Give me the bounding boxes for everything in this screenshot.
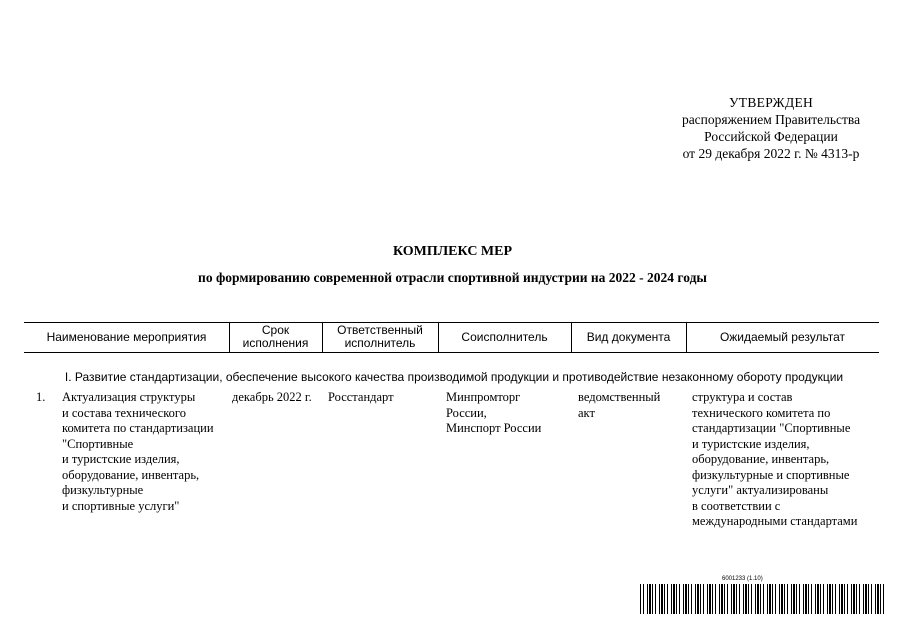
barcode-bar <box>671 584 672 614</box>
barcode-bar <box>652 584 653 614</box>
responsible-cell: Росстандарт <box>328 390 394 404</box>
barcode-bar <box>769 584 771 614</box>
measure-name-cell <box>62 390 214 514</box>
barcode-bar <box>823 584 824 614</box>
measure-name-line: и спортивные услуги" <box>62 498 180 513</box>
barcode-bar <box>647 584 648 614</box>
document-type-line: ведомственный <box>578 390 661 404</box>
expected-result-line: оборудование, инвентарь, <box>692 452 830 466</box>
table-header-bottom-rule <box>24 352 879 353</box>
measure-name-line: и состава технического <box>62 405 186 420</box>
approval-block <box>640 94 902 162</box>
co-executor-line: Минспорт России <box>446 421 542 435</box>
measure-name-line: оборудование, инвентарь, <box>62 467 200 482</box>
barcode-bar <box>745 584 747 614</box>
expected-result-cell <box>692 390 857 530</box>
barcode-bar <box>721 584 723 614</box>
barcode-bar <box>791 584 792 614</box>
barcode-bar <box>664 584 665 614</box>
barcode-bar <box>815 584 816 614</box>
co-executor-line: Минпромторг <box>446 390 521 404</box>
barcode-bar <box>661 584 663 614</box>
barcode-bar <box>877 584 879 614</box>
barcode-bar <box>796 584 797 614</box>
document-type-line: акт <box>578 405 595 420</box>
barcode-bar <box>787 584 788 614</box>
barcode-bar <box>803 584 804 614</box>
barcode-bar <box>868 584 869 614</box>
document-subtitle: по формированию современной отрасли спортивной индустрии на 2022 - 2024 годы <box>198 270 707 285</box>
barcode-bar <box>880 584 881 614</box>
barcode-bar <box>839 584 840 614</box>
barcode-bar <box>853 584 855 614</box>
section-title: I. Развитие стандартизации, обеспечение высокого качества производимой продукции и противодействие незаконному обороту продукции <box>64 370 844 384</box>
barcode-bar <box>691 584 692 614</box>
barcode-bar <box>755 584 756 614</box>
approval-line: распоряжением Правительства <box>681 112 861 127</box>
barcode-bar <box>697 584 699 614</box>
expected-result-line: технического комитета по <box>692 405 831 420</box>
column-header-document-type: Вид документа <box>586 329 671 344</box>
barcode-bar <box>883 584 884 614</box>
barcode-bar <box>859 584 860 614</box>
barcode-bar <box>724 584 725 614</box>
barcode-bar <box>688 584 689 614</box>
barcode-bar <box>707 584 708 614</box>
expected-result-line: и туристские изделия, <box>692 436 810 451</box>
barcode-bar <box>757 584 759 614</box>
barcode-bar <box>736 584 737 614</box>
barcode-bar <box>772 584 773 614</box>
barcode-bar <box>871 584 872 614</box>
barcode-bar <box>655 584 656 614</box>
barcode-bar <box>739 584 740 614</box>
barcode-bar <box>667 584 668 614</box>
barcode-bar <box>781 584 783 614</box>
barcode-bar <box>712 584 713 614</box>
column-header-co-executor: Соисполнитель <box>461 329 548 344</box>
barcode-bar <box>835 584 836 614</box>
barcode-bar <box>784 584 785 614</box>
barcode-bar <box>760 584 761 614</box>
barcode-bar <box>767 584 768 614</box>
approval-line: от 29 декабря 2022 г. № 4313-р <box>682 146 860 161</box>
barcode-bar <box>844 584 845 614</box>
barcode-bar <box>799 584 800 614</box>
expected-result-line: структура и состав <box>692 390 793 404</box>
barcode-bar <box>676 584 677 614</box>
barcode-label: 6001233 (1.10) <box>722 576 763 582</box>
barcode-bar <box>751 584 752 614</box>
barcode-bar <box>851 584 852 614</box>
barcode-bar <box>817 584 819 614</box>
barcode-bar <box>683 584 684 614</box>
approval-line: Российской Федерации <box>704 129 838 144</box>
barcode-bar <box>743 584 744 614</box>
barcode-bar <box>673 584 675 614</box>
measure-name-line: комитета по стандартизации <box>62 421 214 435</box>
approval-heading: УТВЕРЖДЕН <box>728 95 814 110</box>
barcode-bar <box>659 584 660 614</box>
barcode-bar <box>733 584 735 614</box>
barcode-bar <box>779 584 780 614</box>
measure-name-line: "Спортивные <box>62 436 134 451</box>
barcode-bar <box>643 584 644 614</box>
expected-result-line: физкультурные и спортивные <box>692 467 850 482</box>
barcode-bar <box>679 584 680 614</box>
barcode-bar <box>820 584 821 614</box>
barcode-bar <box>847 584 848 614</box>
barcode-bar <box>715 584 716 614</box>
barcode-bar <box>856 584 857 614</box>
barcode-bar <box>811 584 812 614</box>
barcode-bar <box>829 584 831 614</box>
barcode-bar <box>700 584 701 614</box>
barcode-bar <box>841 584 843 614</box>
barcode-image <box>640 584 886 614</box>
barcode-bar <box>763 584 764 614</box>
barcode-bar <box>640 584 641 614</box>
measure-name-line: физкультурные <box>62 483 144 497</box>
document-title: КОМПЛЕКС МЕР <box>392 244 513 259</box>
barcode-bar <box>805 584 807 614</box>
barcode-bar <box>808 584 809 614</box>
expected-result-line: стандартизации "Спортивные <box>692 421 851 435</box>
barcode-bar <box>695 584 696 614</box>
barcode-bar <box>748 584 749 614</box>
barcode-bar <box>875 584 876 614</box>
barcode-bar <box>865 584 867 614</box>
expected-result-line: международными стандартами <box>692 514 858 528</box>
measure-name-line: и туристские изделия, <box>62 452 180 466</box>
expected-result-line: в соответствии с <box>692 498 781 513</box>
co-executor-cell <box>446 390 541 437</box>
barcode-bar <box>793 584 795 614</box>
expected-result-line: услуги" актуализированы <box>692 483 829 497</box>
column-header-expected-result: Ожидаемый результат <box>719 329 846 344</box>
barcode-bar <box>827 584 828 614</box>
barcode-bar <box>863 584 864 614</box>
barcode-bar <box>731 584 732 614</box>
deadline-cell: декабрь 2022 г. <box>232 390 312 404</box>
column-header-name: Наименование мероприятия <box>46 329 207 344</box>
barcode-bar <box>709 584 711 614</box>
barcode-bar <box>719 584 720 614</box>
column-header-deadline: Срок исполнения <box>242 323 309 350</box>
document-type-cell <box>578 390 660 421</box>
barcode-bar <box>775 584 776 614</box>
barcode-bar <box>703 584 704 614</box>
barcode-bar <box>727 584 728 614</box>
barcode-bar <box>685 584 687 614</box>
barcode-bar <box>832 584 833 614</box>
barcode-bar <box>649 584 651 614</box>
column-header-responsible: Ответственный исполнитель <box>337 323 423 350</box>
co-executor-line: России, <box>446 405 487 420</box>
measure-name-line: Актуализация структуры <box>62 390 196 404</box>
row-number: 1. <box>36 390 46 404</box>
